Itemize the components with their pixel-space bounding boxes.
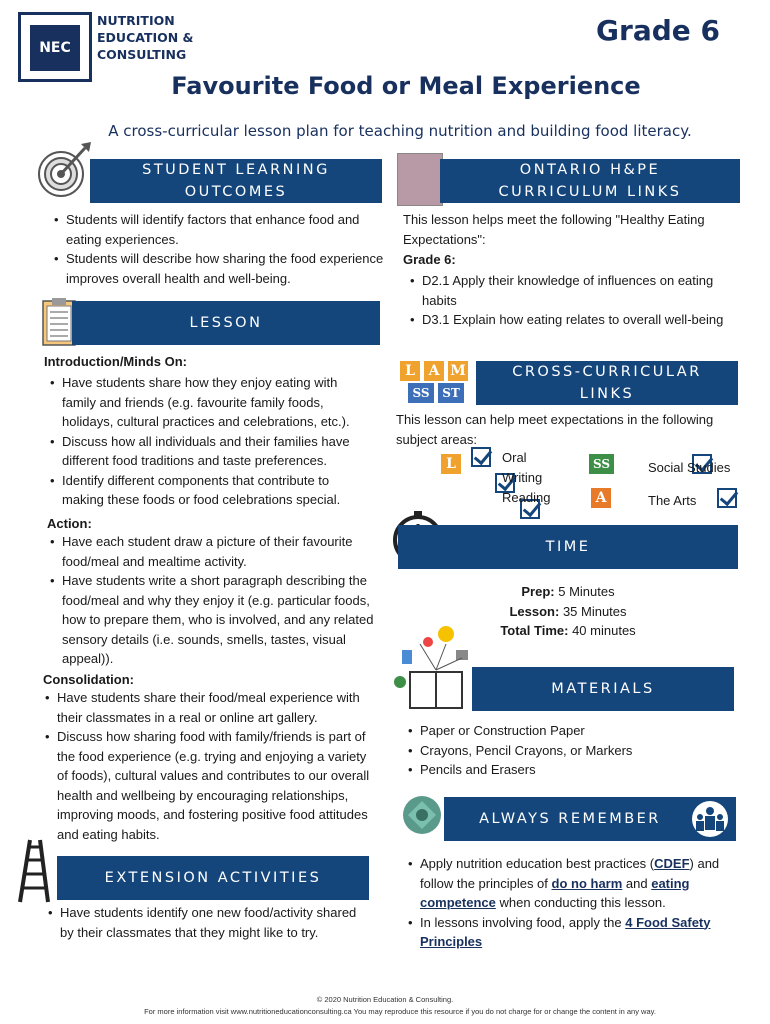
- action-list: [44, 532, 374, 669]
- curriculum-heading: ONTARIO H&PE CURRICULUM LINKS: [440, 159, 740, 203]
- remember-heading: ALWAYS REMEMBER: [444, 797, 736, 841]
- list-item: • D2.1 Apply their knowledge of influences on eating habits: [404, 271, 734, 310]
- list-item: • Have students write a short paragraph describing the food/meal and why they enjoy it (e.g. particular foods, how to prepare them, who is involved, and any related sensory details (i.e. sounds, smells, tastes, visual appeal)).: [44, 571, 374, 669]
- curriculum-document-icon: [397, 153, 443, 206]
- language-badge: L: [441, 454, 461, 474]
- hands-together-icon: [400, 793, 444, 837]
- page-subtitle: A cross-curricular lesson plan for teaching nutrition and building food literacy.: [108, 122, 692, 140]
- subject-oral: Oral: [502, 450, 527, 465]
- subject-reading: Reading: [502, 490, 551, 505]
- list-item: • Have students share their food/meal experience with their classmates in a real or online art gallery.: [39, 688, 373, 727]
- footer-info: For more information visit www.nutritioneducationconsulting.ca You may reproduce this resource if you do not charge for or change the content in any way.: [144, 1007, 656, 1016]
- cross-curricular-icon: L A M SS ST: [398, 361, 474, 403]
- extension-list: [42, 903, 372, 942]
- consolidation-heading: Consolidation:: [43, 672, 134, 687]
- list-item: • Apply nutrition education best practices (CDEF) and follow the principles of do no harm and eating competence when conducting this lesson.: [402, 854, 737, 913]
- outcomes-heading: STUDENT LEARNING OUTCOMES: [90, 159, 382, 203]
- social-studies-badge: SS: [589, 454, 614, 474]
- subject-social-studies: Social Studies: [648, 460, 731, 475]
- cdef-link[interactable]: CDEF: [654, 856, 690, 871]
- list-item: • Students will identify factors that enhance food and eating experiences.: [48, 210, 384, 249]
- action-heading: Action:: [47, 516, 92, 531]
- time-heading: TIME: [398, 525, 738, 569]
- ladder-icon: [12, 838, 56, 904]
- time-details: Prep: 5 Minutes Lesson: 35 Minutes Total Time: 40 minutes: [500, 584, 636, 638]
- remember-list: [402, 854, 737, 952]
- people-icon: [690, 799, 730, 839]
- eating-competence-link[interactable]: eating competence: [420, 875, 690, 910]
- list-item: • Discuss how all individuals and their families have different food traditions and taste preferences.: [44, 432, 374, 471]
- curriculum-list: [404, 271, 734, 330]
- grade-label: Grade 6: [596, 14, 720, 47]
- checkbox-icon: [717, 488, 737, 508]
- materials-icon: [392, 622, 478, 712]
- intro-list: [44, 373, 374, 510]
- footer-copyright: © 2020 Nutrition Education & Consulting.: [316, 995, 454, 1004]
- list-item: • Paper or Construction Paper: [402, 721, 732, 741]
- cross-heading: CROSS-CURRICULAR LINKS: [476, 361, 738, 405]
- arts-badge: A: [591, 488, 611, 508]
- cross-intro: This lesson can help meet expectations in the following subject areas:: [396, 412, 714, 447]
- list-item: • In lessons involving food, apply the 4 Food Safety Principles: [402, 913, 737, 952]
- list-item: • Have each student draw a picture of their favourite food/meal and mealtime activity.: [44, 532, 374, 571]
- lesson-heading: LESSON: [72, 301, 380, 345]
- list-item: • Discuss how sharing food with family/friends is part of the food experience (e.g. trying and enjoying a variety of foods), cultural values and contributes to our overall health and wellbeing by encouraging relationships, improving moods, and fostering positive food attitudes and eating habits.: [39, 727, 373, 844]
- list-item: • Crayons, Pencil Crayons, or Markers: [402, 741, 732, 761]
- list-item: • Have students identify one new food/activity shared by their classmates that they might like to try.: [42, 903, 372, 942]
- list-item: • D3.1 Explain how eating relates to overall well-being: [404, 310, 734, 330]
- checkbox-icon: [471, 447, 491, 467]
- consolidation-list: [39, 688, 373, 844]
- logo-abbr: NEC: [30, 25, 80, 71]
- target-icon: [33, 140, 93, 200]
- extension-heading: EXTENSION ACTIVITIES: [57, 856, 369, 900]
- outcomes-list: [48, 210, 384, 288]
- list-item: • Have students share how they enjoy eating with family and friends (e.g. favourite family foods, holidays, cultural practices and celebrations, etc.).: [44, 373, 374, 432]
- food-safety-link[interactable]: 4 Food Safety Principles: [420, 914, 711, 949]
- list-item: • Pencils and Erasers: [402, 760, 732, 780]
- materials-heading: MATERIALS: [472, 667, 734, 711]
- curriculum-intro: This lesson helps meet the following "Healthy Eating Expectations":: [403, 212, 705, 247]
- intro-heading: Introduction/Minds On:: [44, 354, 187, 369]
- list-item: • Students will describe how sharing the food experience improves overall health and well-being.: [48, 249, 384, 288]
- subject-writing: Writing: [502, 470, 543, 485]
- materials-list: [402, 721, 732, 780]
- logo-text: NUTRITION EDUCATION & CONSULTING: [97, 13, 194, 62]
- curriculum-grade-label: Grade 6:: [403, 252, 456, 267]
- page-title: Favourite Food or Meal Experience: [171, 72, 641, 100]
- list-item: • Identify different components that contribute to making these foods or food celebrations special.: [44, 471, 374, 510]
- do-no-harm-link[interactable]: do no harm: [551, 875, 623, 891]
- subject-arts: The Arts: [648, 493, 697, 508]
